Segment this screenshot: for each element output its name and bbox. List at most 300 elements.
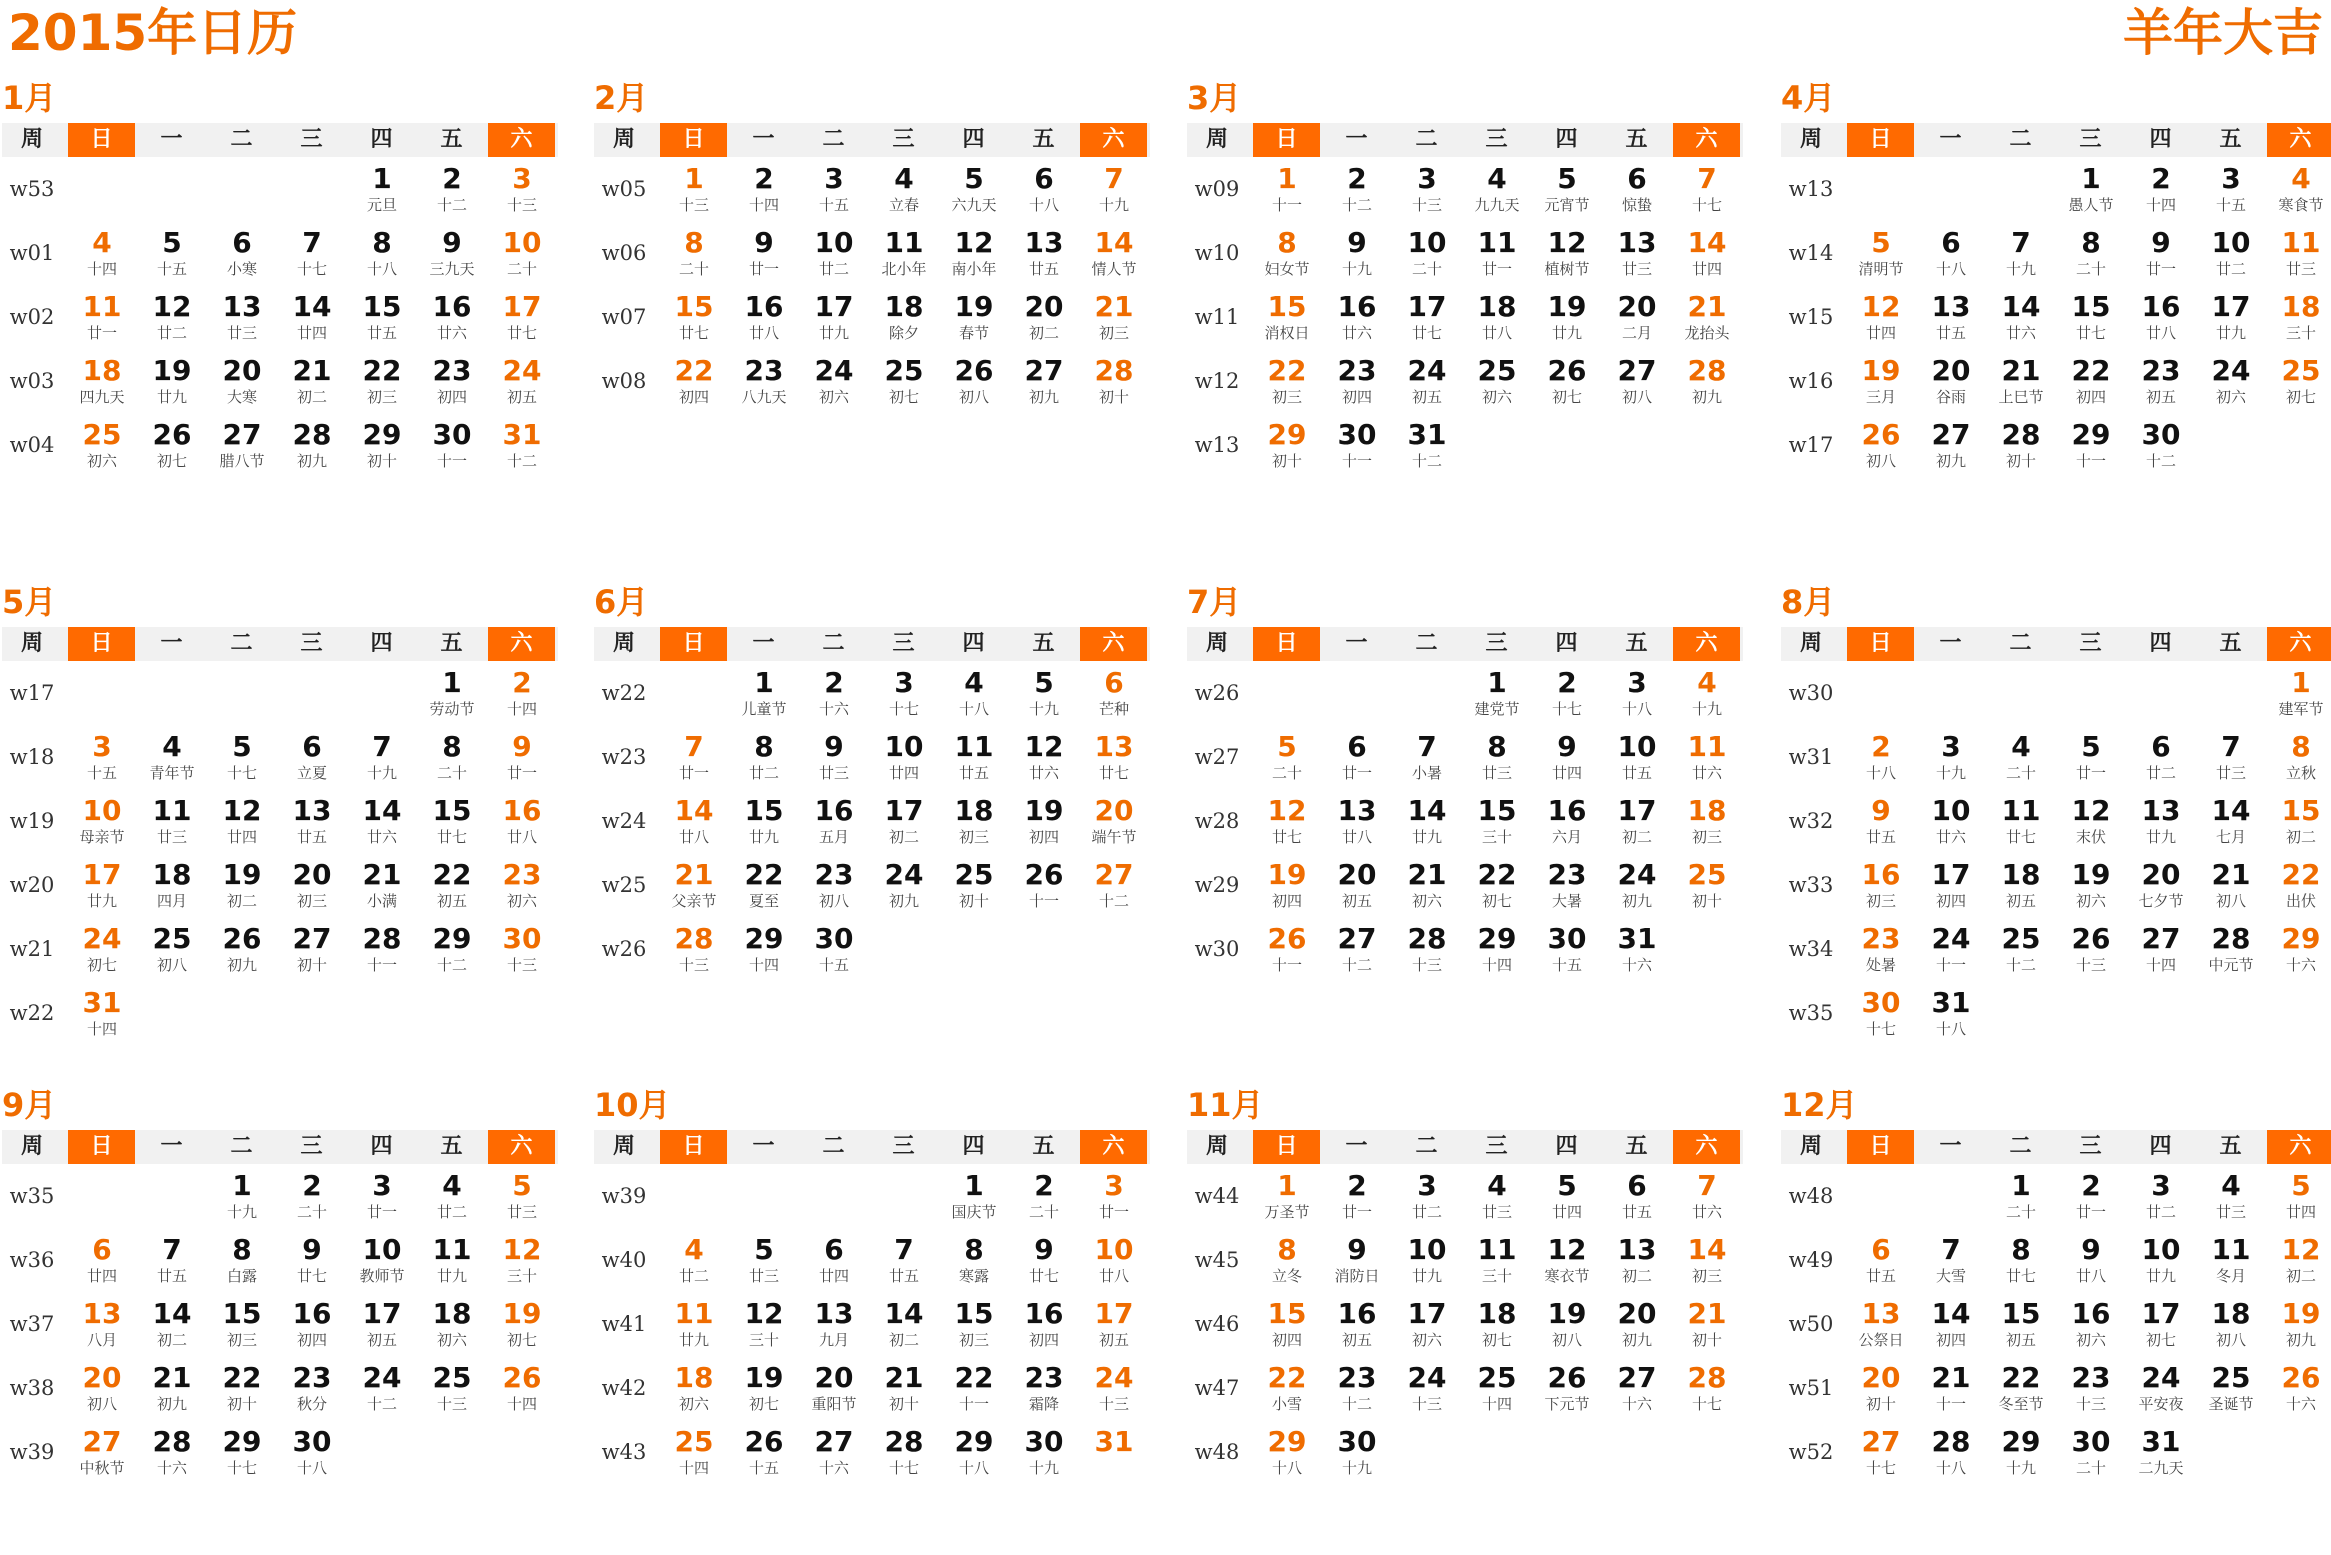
lunar-label: 廿九	[818, 324, 849, 342]
day-number: 3	[824, 162, 844, 195]
day-number: 13	[2141, 794, 2181, 827]
week-number: w49	[1788, 1248, 1834, 1272]
week-number: w40	[601, 1248, 647, 1272]
day-number: 30	[1337, 418, 1377, 451]
lunar-label: 初四	[1271, 1331, 1302, 1349]
week-number: w14	[1788, 241, 1834, 265]
day-number: 20	[1024, 290, 1064, 323]
day-cell	[487, 731, 557, 782]
day-number: 7	[302, 226, 322, 259]
day-cell	[347, 1170, 417, 1221]
day-number: 14	[362, 794, 402, 827]
day-number: 23	[2141, 354, 2181, 387]
day-cell	[417, 1234, 487, 1285]
lunar-label: 重阳节	[811, 1395, 857, 1413]
lunar-label: 廿七	[678, 324, 709, 342]
lunar-label: 初九	[1935, 452, 1966, 470]
day-number: 23	[1024, 1361, 1064, 1394]
day-number: 9	[2151, 226, 2171, 259]
month-block	[2, 78, 558, 548]
lunar-label: 廿二	[678, 1267, 709, 1285]
lunar-label: 初七	[888, 388, 919, 406]
lunar-label: 初五	[1098, 1331, 1129, 1349]
lunar-label: 四九天	[79, 388, 125, 406]
day-cell	[1462, 795, 1532, 846]
day-number: 12	[954, 226, 994, 259]
day-number: 25	[82, 418, 122, 451]
day-cell	[729, 923, 799, 974]
month-block	[1781, 582, 2331, 1052]
day-number: 12	[1861, 290, 1901, 323]
lunar-label: 廿九	[1411, 1267, 1442, 1285]
lunar-label: 十三	[506, 956, 537, 974]
day-number: 28	[1407, 922, 1447, 955]
month-block	[1187, 78, 1743, 548]
day-number: 8	[1277, 1233, 1297, 1266]
day-number: 1	[2081, 162, 2101, 195]
day-cell	[2056, 1170, 2126, 1221]
day-cell	[1986, 291, 2056, 342]
lunar-label: 十七	[1865, 1459, 1896, 1477]
day-cell	[277, 1362, 347, 1413]
day-number: 29	[2001, 1425, 2041, 1458]
day-number: 8	[232, 1233, 252, 1266]
week-number: w22	[9, 1001, 55, 1025]
day-number: 16	[2141, 290, 2181, 323]
day-number: 16	[1337, 290, 1377, 323]
lunar-label: 初六	[818, 388, 849, 406]
lunar-label: 二十	[2005, 764, 2036, 782]
weekday-cell: 日	[1847, 1130, 1914, 1164]
day-cell	[207, 291, 277, 342]
week-number: w37	[9, 1312, 55, 1336]
day-cell	[799, 923, 869, 974]
day-number: 23	[502, 858, 542, 891]
lunar-label: 九月	[818, 1331, 849, 1349]
day-number: 17	[502, 290, 542, 323]
day-cell	[1322, 355, 1392, 406]
day-cell	[417, 795, 487, 846]
day-number: 14	[674, 794, 714, 827]
day-cell	[1322, 1426, 1392, 1477]
week-header-cell: 周	[20, 631, 43, 656]
day-number: 24	[1407, 1361, 1447, 1394]
lunar-label: 大雪	[1935, 1267, 1966, 1285]
day-cell	[1672, 1170, 1742, 1221]
lunar-label: 小暑	[1411, 764, 1442, 782]
day-cell	[939, 227, 1009, 278]
day-cell	[1846, 227, 1916, 278]
day-cell	[277, 227, 347, 278]
lunar-label: 二十	[1271, 764, 1302, 782]
lunar-label: 三十	[506, 1267, 537, 1285]
lunar-label: 初四	[1935, 892, 1966, 910]
day-cell	[869, 667, 939, 718]
lunar-label: 初十	[296, 956, 327, 974]
day-number: 21	[674, 858, 714, 891]
lunar-label: 初五	[2005, 892, 2036, 910]
day-cell	[67, 987, 137, 1038]
week-number: w35	[9, 1184, 55, 1208]
lunar-label: 初二	[888, 828, 919, 846]
lunar-label: 初六	[506, 892, 537, 910]
weekday-cell: 日	[1253, 627, 1320, 661]
month-title: 1月	[2, 79, 57, 117]
weekday-cell: 日	[68, 123, 135, 157]
day-cell	[2266, 163, 2331, 214]
lunar-label: 十六	[1621, 956, 1652, 974]
day-cell	[939, 1234, 1009, 1285]
week-number: w24	[601, 809, 647, 833]
lunar-label: 初二	[156, 1331, 187, 1349]
day-cell	[1916, 1362, 1986, 1413]
day-cell	[2196, 1362, 2266, 1413]
day-number: 12	[1024, 730, 1064, 763]
week-header-cell: 周	[1799, 127, 1822, 152]
lunar-label: 端午节	[1091, 828, 1137, 846]
day-cell	[137, 419, 207, 470]
day-number: 14	[1687, 1233, 1727, 1266]
week-number: w52	[1788, 1440, 1834, 1464]
day-cell	[939, 291, 1009, 342]
day-cell	[1602, 667, 1672, 718]
day-cell	[1916, 731, 1986, 782]
day-cell	[2126, 731, 2196, 782]
day-cell	[869, 1298, 939, 1349]
weekday-cell: 二	[2009, 1134, 2032, 1159]
day-cell	[2126, 1170, 2196, 1221]
lunar-label: 廿二	[748, 764, 779, 782]
lunar-label: 十八	[958, 700, 989, 718]
day-number: 22	[744, 858, 784, 891]
day-cell	[277, 1234, 347, 1285]
weekday-cell: 五	[1032, 1134, 1055, 1159]
week-number: w39	[601, 1184, 647, 1208]
lunar-label: 初三	[1865, 892, 1896, 910]
weekday-cell: 六	[2267, 1130, 2331, 1164]
day-cell	[1986, 1426, 2056, 1477]
day-number: 8	[964, 1233, 984, 1266]
day-number: 13	[814, 1297, 854, 1330]
lunar-label: 十一	[958, 1395, 989, 1413]
lunar-label: 初二	[888, 1331, 919, 1349]
day-number: 9	[1347, 1233, 1367, 1266]
weekday-cell: 二	[822, 1134, 845, 1159]
day-cell	[729, 291, 799, 342]
day-number: 15	[1267, 290, 1307, 323]
day-number: 6	[1941, 226, 1961, 259]
week-number: w25	[601, 873, 647, 897]
month-block	[1781, 78, 2331, 548]
weekday-cell: 三	[892, 127, 915, 152]
day-cell	[1986, 1234, 2056, 1285]
lunar-label: 廿五	[296, 828, 327, 846]
day-cell	[659, 795, 729, 846]
day-cell	[869, 227, 939, 278]
week-number: w26	[601, 937, 647, 961]
day-number: 18	[1687, 794, 1727, 827]
weekday-cell: 日	[660, 1130, 727, 1164]
day-number: 7	[1417, 730, 1437, 763]
day-number: 30	[1337, 1425, 1377, 1458]
day-cell	[1916, 987, 1986, 1038]
lunar-label: 廿八	[2145, 324, 2176, 342]
lunar-label: 二十	[2005, 1203, 2036, 1221]
day-cell	[1392, 1362, 1462, 1413]
day-cell	[2266, 731, 2331, 782]
day-number: 19	[222, 858, 262, 891]
day-number: 15	[222, 1297, 262, 1330]
day-number: 1	[2291, 666, 2311, 699]
day-cell	[2196, 1170, 2266, 1221]
day-number: 11	[152, 794, 192, 827]
lunar-label: 十九	[2005, 1459, 2036, 1477]
day-cell	[939, 163, 1009, 214]
lunar-label: 廿七	[1098, 764, 1129, 782]
lunar-label: 十四	[506, 700, 537, 718]
day-number: 7	[894, 1233, 914, 1266]
day-cell	[1462, 1170, 1532, 1221]
day-number: 4	[964, 666, 984, 699]
week-number: w31	[1788, 745, 1834, 769]
day-cell	[1322, 163, 1392, 214]
lunar-label: 白露	[226, 1267, 257, 1285]
lunar-label: 十二	[436, 956, 467, 974]
lunar-label: 初四	[1341, 388, 1372, 406]
day-cell	[207, 355, 277, 406]
day-cell	[939, 1426, 1009, 1477]
lunar-label: 十二	[2005, 956, 2036, 974]
week-number: w50	[1788, 1312, 1834, 1336]
day-cell	[277, 355, 347, 406]
lunar-label: 初二	[2285, 1267, 2316, 1285]
week-number: w13	[1788, 177, 1834, 201]
week-number: w20	[9, 873, 55, 897]
lunar-label: 初四	[1028, 828, 1059, 846]
lunar-label: 初六	[1411, 1331, 1442, 1349]
day-number: 26	[744, 1425, 784, 1458]
day-number: 26	[502, 1361, 542, 1394]
lunar-label: 廿一	[2075, 1203, 2106, 1221]
lunar-label: 十六	[156, 1459, 187, 1477]
week-number: w06	[601, 241, 647, 265]
lunar-label: 廿五	[1865, 1267, 1896, 1285]
day-cell	[487, 227, 557, 278]
day-number: 24	[884, 858, 924, 891]
day-number: 1	[964, 1169, 984, 1202]
day-number: 31	[82, 986, 122, 1019]
lunar-label: 十九	[2005, 260, 2036, 278]
lunar-label: 六九天	[951, 196, 997, 214]
day-cell	[207, 1170, 277, 1221]
weekday-cell: 六	[1673, 123, 1740, 157]
day-number: 24	[1094, 1361, 1134, 1394]
lunar-label: 十九	[1935, 764, 1966, 782]
day-number: 8	[1277, 226, 1297, 259]
day-cell	[487, 355, 557, 406]
day-cell	[1986, 1170, 2056, 1221]
day-number: 19	[954, 290, 994, 323]
day-cell	[1672, 667, 1742, 718]
week-number: w21	[9, 937, 55, 961]
lunar-label: 十八	[1935, 260, 1966, 278]
day-number: 20	[1861, 1361, 1901, 1394]
lunar-label: 十六	[2285, 956, 2316, 974]
day-cell	[1846, 1426, 1916, 1477]
day-cell	[1846, 1234, 1916, 1285]
day-number: 15	[744, 794, 784, 827]
lunar-label: 妇女节	[1264, 260, 1310, 278]
lunar-label: 廿二	[436, 1203, 467, 1221]
day-number: 4	[1487, 162, 1507, 195]
lunar-label: 廿三	[1481, 1203, 1512, 1221]
day-number: 11	[432, 1233, 472, 1266]
weekday-cell: 四	[962, 631, 985, 656]
day-cell	[487, 419, 557, 470]
lunar-label: 春节	[958, 324, 989, 342]
day-number: 13	[222, 290, 262, 323]
day-cell	[799, 291, 869, 342]
lunar-label: 愚人节	[2068, 196, 2114, 214]
lunar-label: 十九	[1028, 1459, 1059, 1477]
lunar-label: 初八	[2215, 1331, 2246, 1349]
day-number: 15	[1267, 1297, 1307, 1330]
day-number: 21	[1407, 858, 1447, 891]
day-cell	[1392, 227, 1462, 278]
day-cell	[1462, 923, 1532, 974]
day-cell	[1079, 667, 1149, 718]
lunar-label: 南小年	[951, 260, 997, 278]
week-header-cell: 周	[20, 127, 43, 152]
day-number: 28	[2001, 418, 2041, 451]
day-cell	[207, 1426, 277, 1477]
day-cell	[869, 355, 939, 406]
day-cell	[1392, 163, 1462, 214]
day-cell	[2266, 227, 2331, 278]
weekday-header	[1781, 1130, 2331, 1164]
day-number: 18	[1477, 1297, 1517, 1330]
day-number: 16	[432, 290, 472, 323]
day-cell	[1322, 1234, 1392, 1285]
day-number: 31	[502, 418, 542, 451]
week-header-cell: 周	[612, 1134, 635, 1159]
lunar-label: 初三	[226, 1331, 257, 1349]
lunar-label: 十七	[1551, 700, 1582, 718]
day-cell	[1532, 1234, 1602, 1285]
day-cell	[1462, 163, 1532, 214]
lunar-label: 八月	[86, 1331, 117, 1349]
day-cell	[487, 859, 557, 910]
month-block	[1781, 1085, 2331, 1555]
lunar-label: 小寒	[226, 260, 257, 278]
day-number: 28	[674, 922, 714, 955]
lunar-label: 廿五	[1028, 260, 1059, 278]
day-number: 9	[512, 730, 532, 763]
day-cell	[729, 227, 799, 278]
day-cell	[1009, 355, 1079, 406]
day-cell	[2126, 291, 2196, 342]
day-number: 24	[362, 1361, 402, 1394]
lunar-label: 初六	[2075, 892, 2106, 910]
day-cell	[729, 1234, 799, 1285]
day-cell	[869, 1426, 939, 1477]
day-number: 3	[2221, 162, 2241, 195]
lunar-label: 廿五	[156, 1267, 187, 1285]
weekday-cell: 四	[2149, 1134, 2172, 1159]
day-cell	[1079, 1362, 1149, 1413]
day-cell	[2126, 1362, 2196, 1413]
day-cell	[207, 731, 277, 782]
lunar-label: 初七	[506, 1331, 537, 1349]
lunar-label: 十六	[2285, 1395, 2316, 1413]
day-cell	[1392, 731, 1462, 782]
lunar-label: 初四	[1271, 892, 1302, 910]
day-cell	[1392, 795, 1462, 846]
lunar-label: 廿七	[436, 828, 467, 846]
lunar-label: 初六	[86, 452, 117, 470]
day-number: 16	[2071, 1297, 2111, 1330]
weekday-cell: 六	[488, 1130, 555, 1164]
day-cell	[347, 419, 417, 470]
day-number: 19	[1861, 354, 1901, 387]
day-number: 16	[744, 290, 784, 323]
lunar-label: 情人节	[1091, 260, 1137, 278]
lunar-label: 初六	[2075, 1331, 2106, 1349]
day-cell	[1986, 731, 2056, 782]
day-cell	[869, 859, 939, 910]
week-number: w02	[9, 305, 55, 329]
weekday-cell: 六	[488, 627, 555, 661]
lunar-label: 二九天	[2138, 1459, 2184, 1477]
day-cell	[1602, 859, 1672, 910]
day-cell	[799, 1234, 869, 1285]
week-header-cell: 周	[1205, 631, 1228, 656]
day-number: 21	[1094, 290, 1134, 323]
weekday-cell: 四	[1555, 631, 1578, 656]
lunar-label: 十一	[1271, 956, 1302, 974]
week-number: w04	[9, 433, 55, 457]
day-cell	[1079, 227, 1149, 278]
lunar-label: 十九	[226, 1203, 257, 1221]
day-number: 15	[362, 290, 402, 323]
day-number: 20	[1617, 290, 1657, 323]
lunar-label: 十四	[1481, 1395, 1512, 1413]
lunar-label: 初三	[958, 1331, 989, 1349]
day-cell	[1079, 355, 1149, 406]
lunar-label: 初四	[2075, 388, 2106, 406]
day-cell	[1462, 731, 1532, 782]
day-number: 13	[1931, 290, 1971, 323]
lunar-label: 初九	[888, 892, 919, 910]
day-number: 22	[432, 858, 472, 891]
lunar-label: 十七	[1691, 196, 1722, 214]
lunar-label: 十八	[1935, 1020, 1966, 1038]
day-cell	[1672, 163, 1742, 214]
day-cell	[1462, 1298, 1532, 1349]
day-number: 18	[954, 794, 994, 827]
weekday-header	[2, 627, 558, 661]
day-number: 27	[1337, 922, 1377, 955]
day-cell	[1532, 859, 1602, 910]
lunar-label: 廿三	[226, 324, 257, 342]
day-cell	[67, 355, 137, 406]
day-number: 14	[292, 290, 332, 323]
day-cell	[729, 355, 799, 406]
week-header-cell: 周	[20, 1134, 43, 1159]
lunar-label: 廿一	[366, 1203, 397, 1221]
lunar-label: 初八	[156, 956, 187, 974]
day-number: 8	[754, 730, 774, 763]
